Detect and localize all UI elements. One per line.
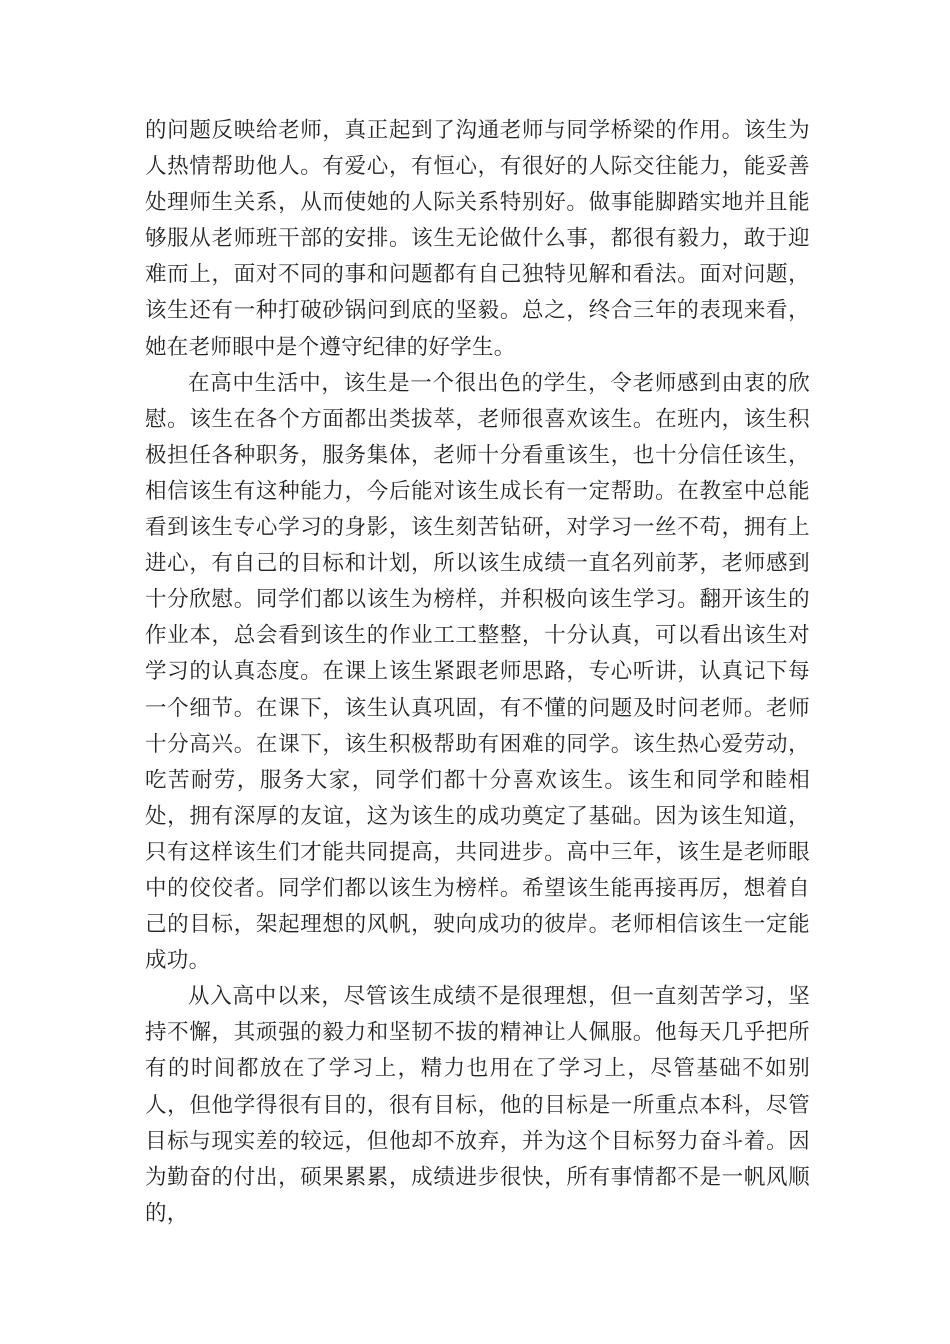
paragraph-1: 的问题反映给老师，真正起到了沟通老师与同学桥梁的作用。该生为人热情帮助他人。有爱心，有恒心，有很好的人际交往能力，能妥善处理师生关系，从而使她的人际关系特别好。做事能脚踏实地并且能够服从老师班干部的安排。该生无论做什么事，都很有毅力，敢于迎难而上，面对不同的事和问题都有自己独特见解和看法。面对问题，该生还有一种打破砂锅问到底的坚毅。总之，终合三年的表现来看，她在老师眼中是个遵守纪律的好学生。 <box>145 118 810 360</box>
paragraph-2: 在高中生活中，该生是一个很出色的学生，令老师感到由衷的欣慰。该生在各个方面都出类拔萃，老师很喜欢该生。在班内，该生积极担任各种职务，服务集体，老师十分看重该生，也十分信任该生，相信该生有这种能力，今后能对该生成长有一定帮助。在教室中总能看到该生专心学习的身影，该生刻苦钻研，对学习一丝不苟，拥有上进心，有自己的目标和计划，所以该生成绩一直名列前茅，老师感到十分欣慰。同学们都以该生为榜样，并积极向该生学习。翻开该生的作业本，总会看到该生的作业工工整整，十分认真，可以看出该生对学习的认真态度。在课上该生紧跟老师思路，专心听讲，认真记下每一个细节。在课下，该生认真巩固，有不懂的问题及时问老师。老师十分高兴。在课下，该生积极帮助有困难的同学。该生热心爱劳动，吃苦耐劳，服务大家，同学们都十分喜欢该生。该生和同学和睦相处，拥有深厚的友谊，这为该生的成功奠定了基础。因为该生知道，只有这样该生们才能共同提高，共同进步。高中三年，该生是老师眼中的佼佼者。同学们都以该生为榜样。希望该生能再接再厉，想着自己的目标，架起理想的风帆，驶向成功的彼岸。老师相信该生一定能成功。 <box>145 370 810 974</box>
paragraph-3: 从入高中以来，尽管该生成绩不是很理想，但一直刻苦学习，坚持不懈，其顽强的毅力和坚韧不拔的精神让人佩服。他每天几乎把所有的时间都放在了学习上，精力也用在了学习上，尽管基础不如别人，但他学得很有目的，很有目标，他的目标是一所重点本科，尽管目标与现实差的较远，但他却不放弃，并为这个目标努力奋斗着。因为勤奋的付出，硕果累累，成绩进步很快，所有事情都不是一帆风顺的， <box>145 984 810 1226</box>
document-body <box>145 113 810 1232</box>
